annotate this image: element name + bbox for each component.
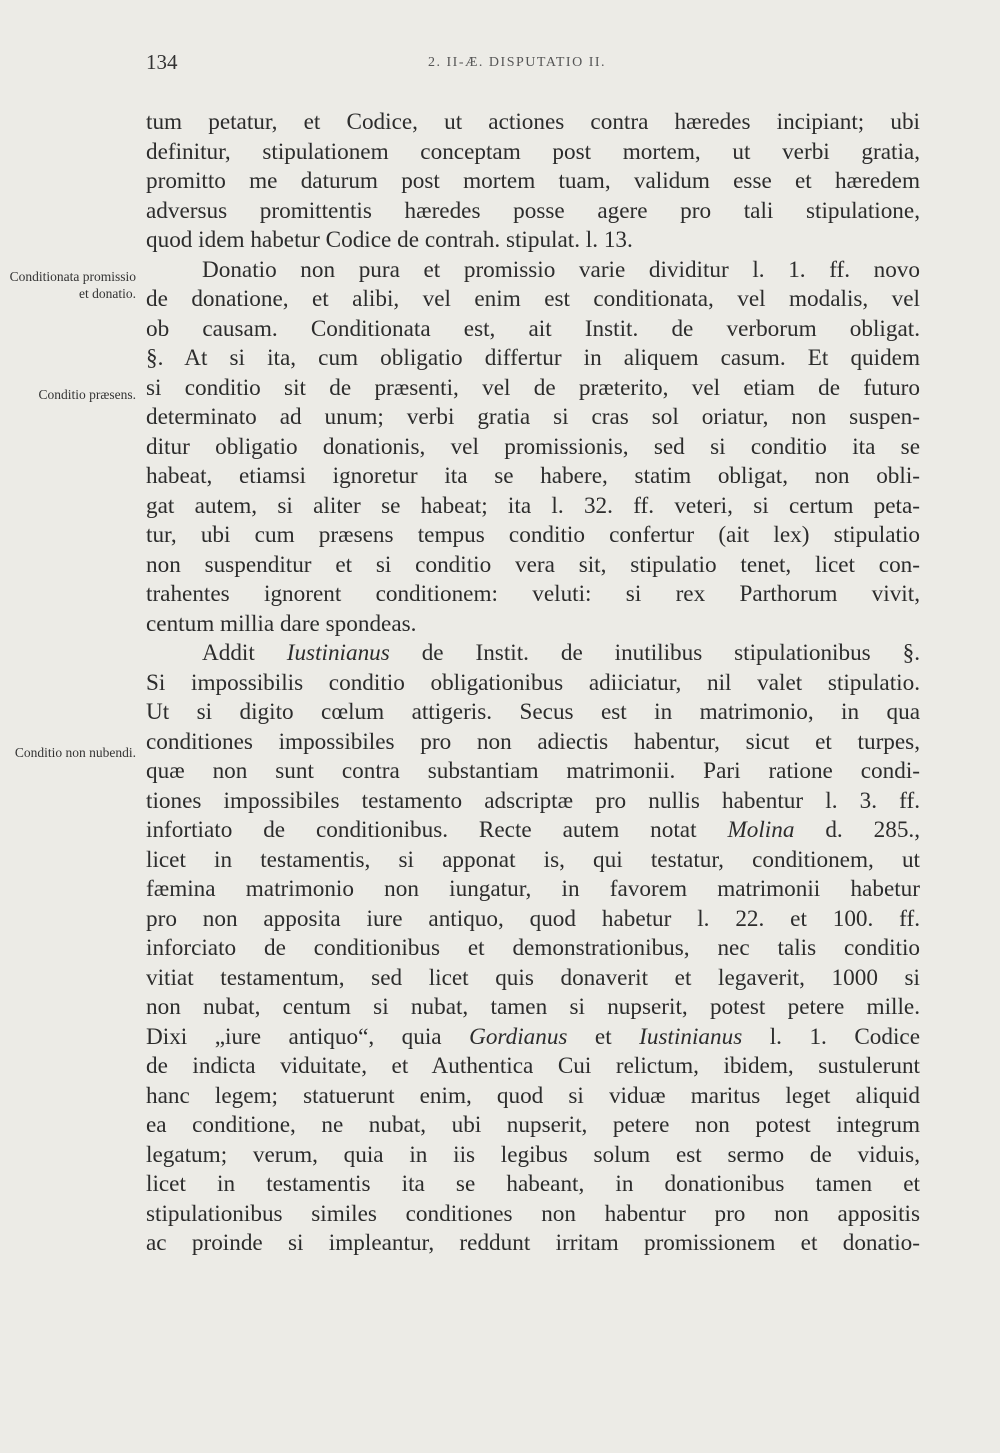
text-line: tur, ubi cum præsens tempus conditio confertur (ait lex) stipulatio: [146, 522, 920, 548]
text-line: ac proinde si impleantur, reddunt irritam promissionem et donatio-: [146, 1230, 920, 1256]
text-line: stipulationibus similes conditiones non habentur pro non appositis: [146, 1200, 920, 1227]
text-line: gat autem, si aliter se habeat; ita l. 32. ff. veteri, si certum peta-: [146, 492, 920, 519]
text-line: legatum; verum, quia in iis legibus solum est sermo de viduis,: [146, 1141, 920, 1168]
text-line: [146, 1023, 920, 1053]
text-line: hanc legem; statuerunt enim, quod si viduæ maritus leget aliquid: [146, 1082, 920, 1109]
text-line: si conditio sit de præsenti, vel de præterito, vel etiam de futuro: [146, 374, 920, 401]
text-line: fæmina matrimonio non iungatur, in favorem matrimonii habetur: [146, 876, 920, 902]
text-line: de indicta viduitate, et Authentica Cui relictum, ibidem, sustulerunt: [146, 1053, 920, 1079]
text-line: licet in testamentis ita se habeant, in donationibus tamen et: [146, 1171, 920, 1197]
text-line: quod idem habetur Codice de contrah. stipulat. l. 13.: [146, 227, 633, 253]
text-line: de donatione, et alibi, vel enim est conditionata, vel modalis, vel: [146, 286, 920, 312]
text-line: inforciato de conditionibus et demonstrationibus, nec talis conditio: [146, 935, 920, 961]
text-segment: l. 1. Codice: [742, 1023, 921, 1050]
text-line: ea conditione, ne nubat, ubi nupserit, petere non potest integrum: [146, 1112, 920, 1138]
text-segment: Dixi „iure antiquo“, quia: [146, 1023, 442, 1050]
text-line: determinato ad unum; verbi gratia si cras sol oriatur, non suspen-: [146, 404, 920, 430]
author-name: Gordianus: [469, 1023, 568, 1050]
text-line: habeat, etiamsi ignoretur ita se habere, statim obligat, non obli-: [146, 463, 920, 489]
page-number: 134: [146, 50, 178, 74]
text-segment: et: [567, 1023, 640, 1050]
text-line: ditur obligatio donationis, vel promissionis, sed si conditio ita se: [146, 433, 920, 460]
text-line: Donatio non pura et promissio varie dividitur l. 1. ff. novo: [202, 256, 920, 283]
text-line: centum millia dare spondeas.: [146, 610, 417, 637]
text-line: pro non apposita iure antiquo, quod habetur l. 22. et 100. ff.: [146, 905, 920, 932]
text-line: [146, 816, 920, 846]
author-name: Iustinianus: [286, 640, 390, 666]
text-line: non suspenditur et si conditio vera sit, stipulatio tenet, licet con-: [146, 551, 920, 578]
body-text: [146, 108, 920, 1259]
text-line: trahentes ignorent conditionem: veluti: si rex Parthorum vivit,: [146, 581, 920, 607]
text-line: [146, 639, 920, 669]
text-line: licet in testamentis, si apponat is, qui testatur, conditionem, ut: [146, 846, 920, 873]
text-line: promitto me daturum post mortem tuam, validum esse et hæredem: [146, 168, 920, 194]
text-segment: d. 285.,: [794, 817, 921, 843]
text-segment: infortiato de conditionibus. Recte autem notat: [146, 817, 697, 843]
author-name: Iustinianus: [639, 1023, 743, 1050]
text-line: Si impossibilis conditio obligationibus adiiciatur, nil valet stipulatio.: [146, 669, 920, 696]
text-line: vitiat testamentum, sed licet quis donaverit et legaverit, 1000 si: [146, 964, 920, 991]
page-header: [146, 50, 920, 80]
margin-note-conditionata: Conditionata promissio et donatio.: [9, 269, 136, 301]
text-line: tum petatur, et Codice, ut actiones contra hæredes incipiant; ubi: [146, 109, 920, 135]
text-line: non nubat, centum si nubat, tamen si nupserit, potest petere mille.: [146, 994, 920, 1020]
text-line: §. At si ita, cum obligatio differtur in aliquem casum. Et quidem: [146, 345, 920, 371]
text-line: quæ non sunt contra substantiam matrimonii. Pari ratione condi-: [146, 758, 920, 784]
text-line: definitur, stipulationem conceptam post mortem, ut verbi gratia,: [146, 138, 920, 165]
margin-note-conditio-praesens: Conditio præsens.: [38, 387, 136, 402]
running-head: 2. II-Æ. DISPUTATIO II.: [428, 55, 607, 70]
text-line: adversus promittentis hæredes posse agere pro tali stipulatione,: [146, 197, 920, 224]
text-segment: de Instit. de inutilibus stipulationibus §.: [389, 640, 920, 666]
text-line: ob causam. Conditionata est, ait Instit. de verborum obligat.: [146, 315, 920, 342]
margin-note-conditio-non-nubendi: Conditio non nubendi.: [14, 745, 136, 760]
text-line: conditiones impossibiles pro non adiectis habentur, sicut et turpes,: [146, 728, 920, 755]
text-line: tiones impossibiles testamento adscriptæ pro nullis habentur l. 3. ff.: [146, 787, 920, 814]
author-name: Molina: [727, 817, 795, 843]
text-segment: Addit: [202, 640, 255, 666]
text-line: Ut si digito cœlum attigeris. Secus est in matrimonio, in qua: [146, 699, 920, 725]
